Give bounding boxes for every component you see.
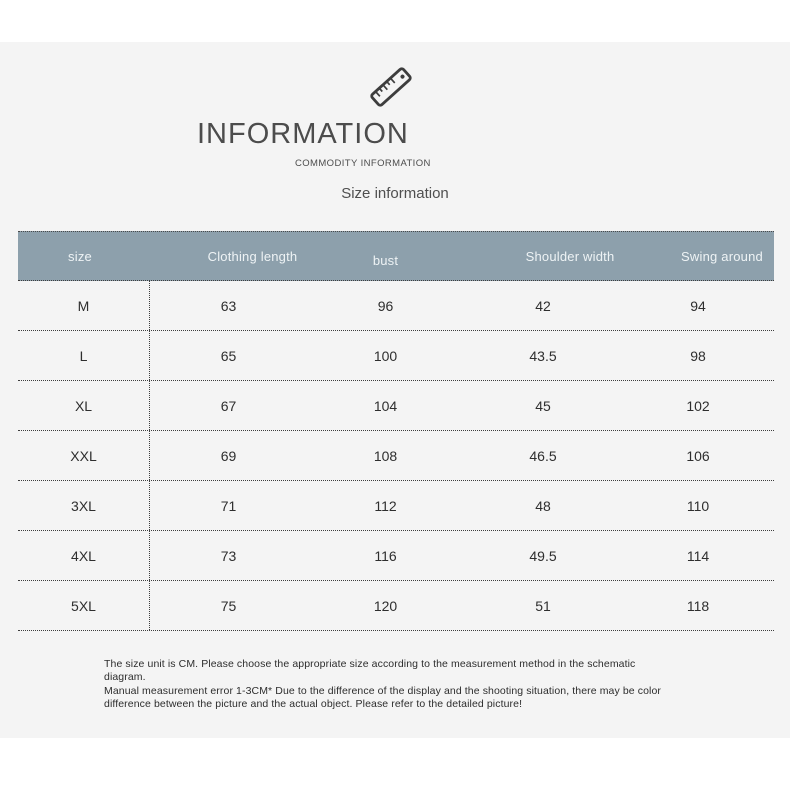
value-cell: 112: [374, 497, 397, 514]
table-row: [18, 331, 774, 381]
ruler-icon: [364, 60, 418, 114]
value-cell: 98: [690, 347, 706, 364]
size-table-body: [18, 281, 774, 631]
note-line: Manual measurement error 1-3CM* Due to the difference of the display and the shooting situation, there may be color: [104, 684, 662, 697]
column-header-clothing-length: Clothing length: [207, 248, 298, 264]
size-cell: XXL: [18, 431, 150, 480]
column-header-bust: bust: [372, 252, 399, 268]
size-cell: 3XL: [18, 481, 150, 530]
value-cell: 71: [220, 497, 237, 514]
value-cell: 42: [535, 297, 551, 314]
size-table: [18, 231, 774, 631]
table-row: [18, 481, 774, 531]
column-header-shoulder-width: Shoulder width: [525, 248, 615, 264]
value-cell: 96: [377, 297, 394, 314]
note-line: difference between the picture and the actual object. Please refer to the detailed picture!: [104, 698, 523, 711]
value-cell: 108: [373, 447, 398, 464]
value-cell: 67: [220, 397, 237, 414]
value-cell: 69: [220, 447, 237, 464]
size-cell: 4XL: [18, 531, 150, 580]
value-cell: 120: [373, 597, 398, 614]
value-cell: 43.5: [529, 347, 557, 364]
value-cell: 106: [686, 447, 710, 464]
size-cell: M: [18, 281, 150, 330]
value-cell: 94: [690, 297, 706, 314]
page-title: INFORMATION: [197, 118, 409, 150]
table-row: [18, 381, 774, 431]
table-row: [18, 531, 774, 581]
size-table-header: [18, 231, 774, 281]
value-cell: 73: [220, 547, 237, 564]
value-cell: 102: [686, 397, 710, 414]
note-line: The size unit is CM. Please choose the appropriate size according to the measurement method in the schematic diagram.: [104, 658, 636, 684]
value-cell: 116: [374, 547, 397, 564]
size-cell: L: [18, 331, 150, 380]
value-cell: 100: [373, 347, 398, 364]
value-cell: 118: [686, 597, 710, 614]
value-cell: 114: [686, 547, 710, 564]
size-notes: [104, 658, 664, 712]
size-cell: XL: [18, 381, 150, 430]
column-header-swing-around: Swing around: [681, 248, 763, 264]
value-cell: 65: [220, 347, 237, 364]
value-cell: 49.5: [529, 547, 557, 564]
section-title: Size information: [341, 185, 449, 202]
value-cell: 48: [535, 497, 551, 514]
table-row: [18, 431, 774, 481]
value-cell: 104: [373, 397, 398, 414]
page-subtitle: COMMODITY INFORMATION: [295, 158, 431, 169]
value-cell: 110: [686, 497, 710, 514]
size-cell: 5XL: [18, 581, 150, 630]
value-cell: 63: [220, 297, 237, 314]
table-row: [18, 581, 774, 631]
column-header-size: size: [68, 248, 92, 264]
value-cell: 75: [220, 597, 237, 614]
table-row: [18, 281, 774, 331]
value-cell: 46.5: [529, 447, 557, 464]
value-cell: 45: [535, 397, 551, 414]
value-cell: 51: [535, 597, 551, 614]
